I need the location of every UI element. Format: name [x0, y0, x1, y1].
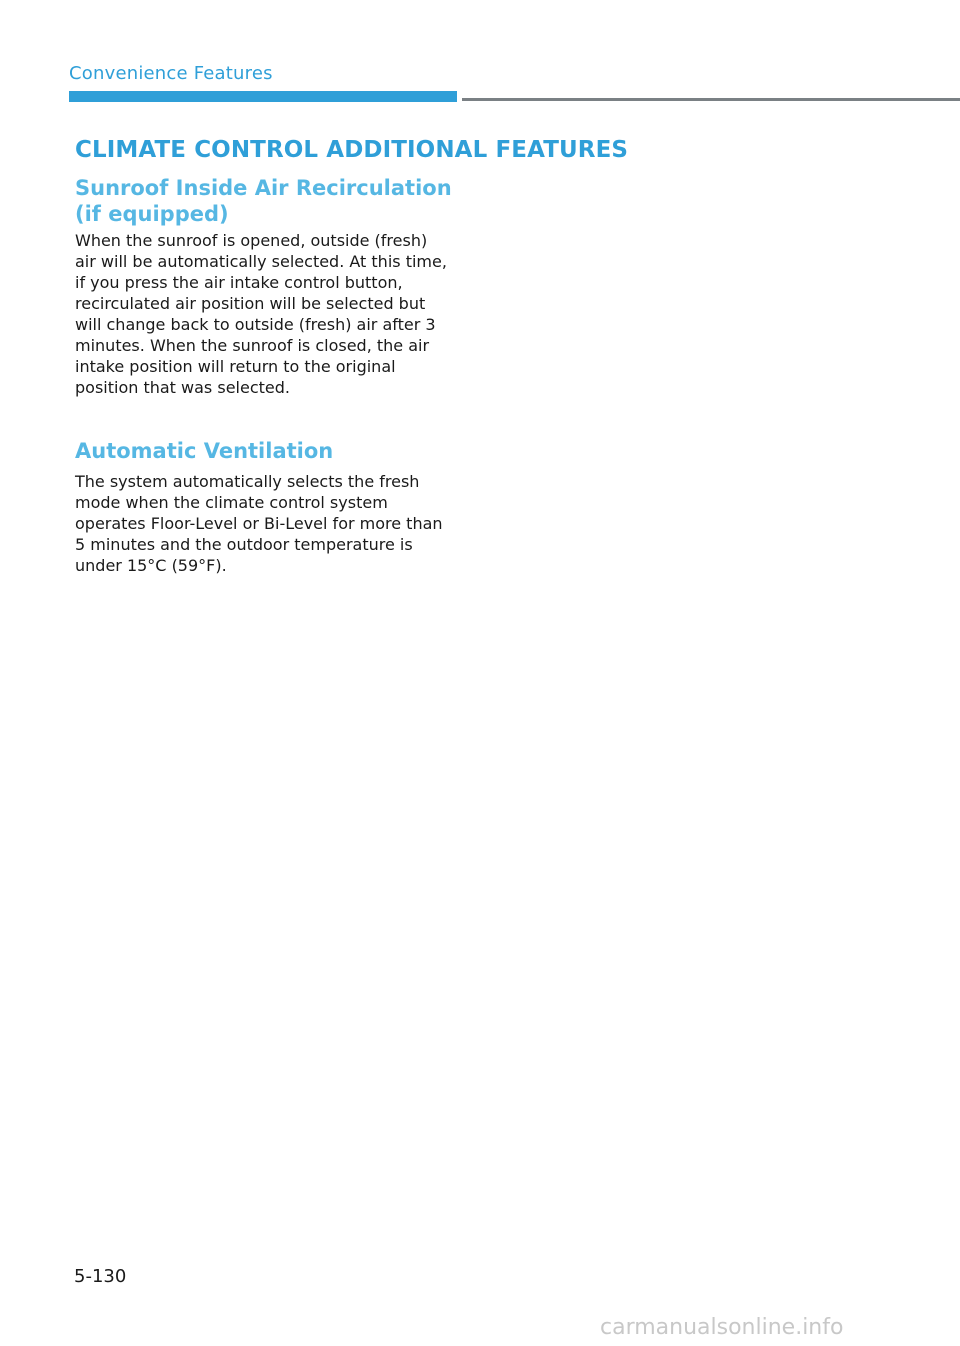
section-heading: CLIMATE CONTROL ADDITIONAL FEATURES	[75, 137, 629, 163]
topic-heading-line: (if equipped)	[75, 202, 229, 226]
topic-body-sunroof-recirculation: When the sunroof is opened, outside (fresh) air will be automatically selected. At this time, if you press the air intake control button, recirculated air position will be selected but will change back to outside (fresh) air after 3 minutes. When the sunroof is closed, the air intake position will return to the original position that was selected.	[75, 231, 447, 397]
topic-heading-line: Sunroof Inside Air Recirculation	[75, 176, 452, 200]
topic-body-automatic-ventilation: The system automatically selects the fresh mode when the climate control system operates Floor-Level or Bi-Level for more than 5 minutes and the outdoor temperature is under 15°C (59°F).	[75, 472, 443, 575]
chapter-title: Convenience Features	[69, 63, 273, 84]
topic-heading-automatic-ventilation	[75, 438, 455, 464]
header-divider-rule	[462, 98, 960, 101]
topic-heading-line: Automatic Ventilation	[75, 439, 334, 463]
topic-heading-sunroof-recirculation	[75, 175, 455, 227]
watermark: carmanualsonline.info	[600, 1315, 844, 1340]
page-number: 5-130	[74, 1266, 127, 1287]
header-accent-rule	[69, 91, 457, 102]
